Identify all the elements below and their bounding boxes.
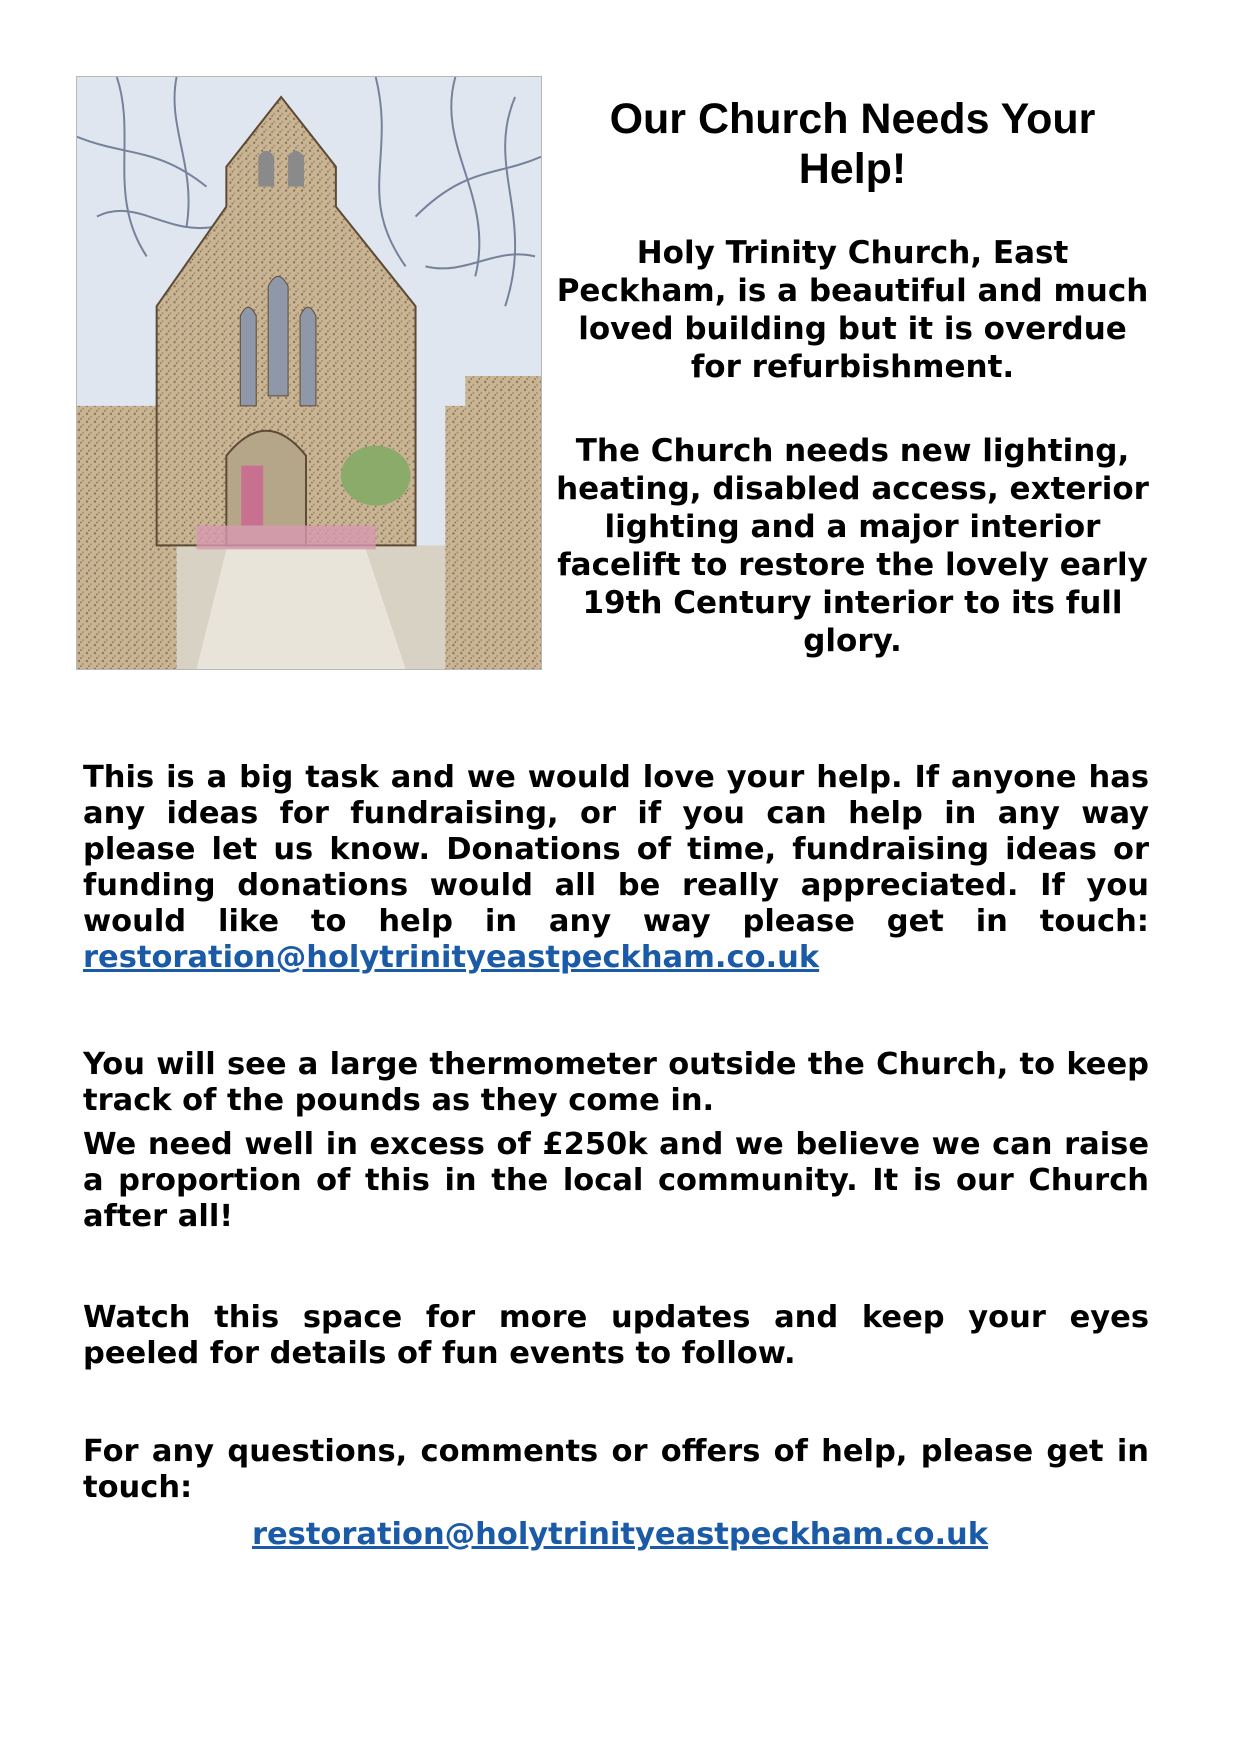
target-paragraph: We need well in excess of £250k and we believe we can raise a proportion of this in the local community. It is our Church after all! xyxy=(83,1127,1149,1234)
email-link-bottom[interactable]: restoration@holytrinityeastpeckham.co.uk xyxy=(251,1517,989,1552)
thermometer-section xyxy=(83,1047,1149,1235)
header-block xyxy=(555,94,1150,660)
help-paragraph xyxy=(83,760,1149,976)
contact-paragraph: For any questions, comments or offers of help, please get in touch: xyxy=(83,1434,1149,1505)
needs-paragraph: The Church needs new lighting, heating, disabled access, exterior lighting and a major interior facelift to restore the lovely early 19th Century interior to its full glory. xyxy=(556,433,1149,659)
contact-email-block xyxy=(0,1517,1240,1552)
updates-paragraph: Watch this space for more updates and keep your eyes peeled for details of fun events to follow. xyxy=(83,1300,1149,1371)
help-text: This is a big task and we would love your help. If anyone has any ideas for fundraising, or if you can help in any way please let us know. Donations of time, fundraising ideas or funding donations would all be really appreciated. If you would like to help in any way please get in touch: xyxy=(83,760,1149,939)
church-photo xyxy=(76,76,542,670)
email-link-inline[interactable]: restoration@holytrinityeastpeckham.co.uk xyxy=(83,940,820,975)
contact-section xyxy=(83,1434,1149,1506)
page-title: Our Church Needs Your Help! xyxy=(609,95,1096,193)
thermometer-paragraph: You will see a large thermometer outside the Church, to keep track of the pounds as they come in. xyxy=(83,1047,1149,1118)
intro-paragraph: Holy Trinity Church, East Peckham, is a beautiful and much loved building but it is overdue for refurbishment. xyxy=(556,235,1149,385)
updates-section xyxy=(83,1300,1149,1372)
